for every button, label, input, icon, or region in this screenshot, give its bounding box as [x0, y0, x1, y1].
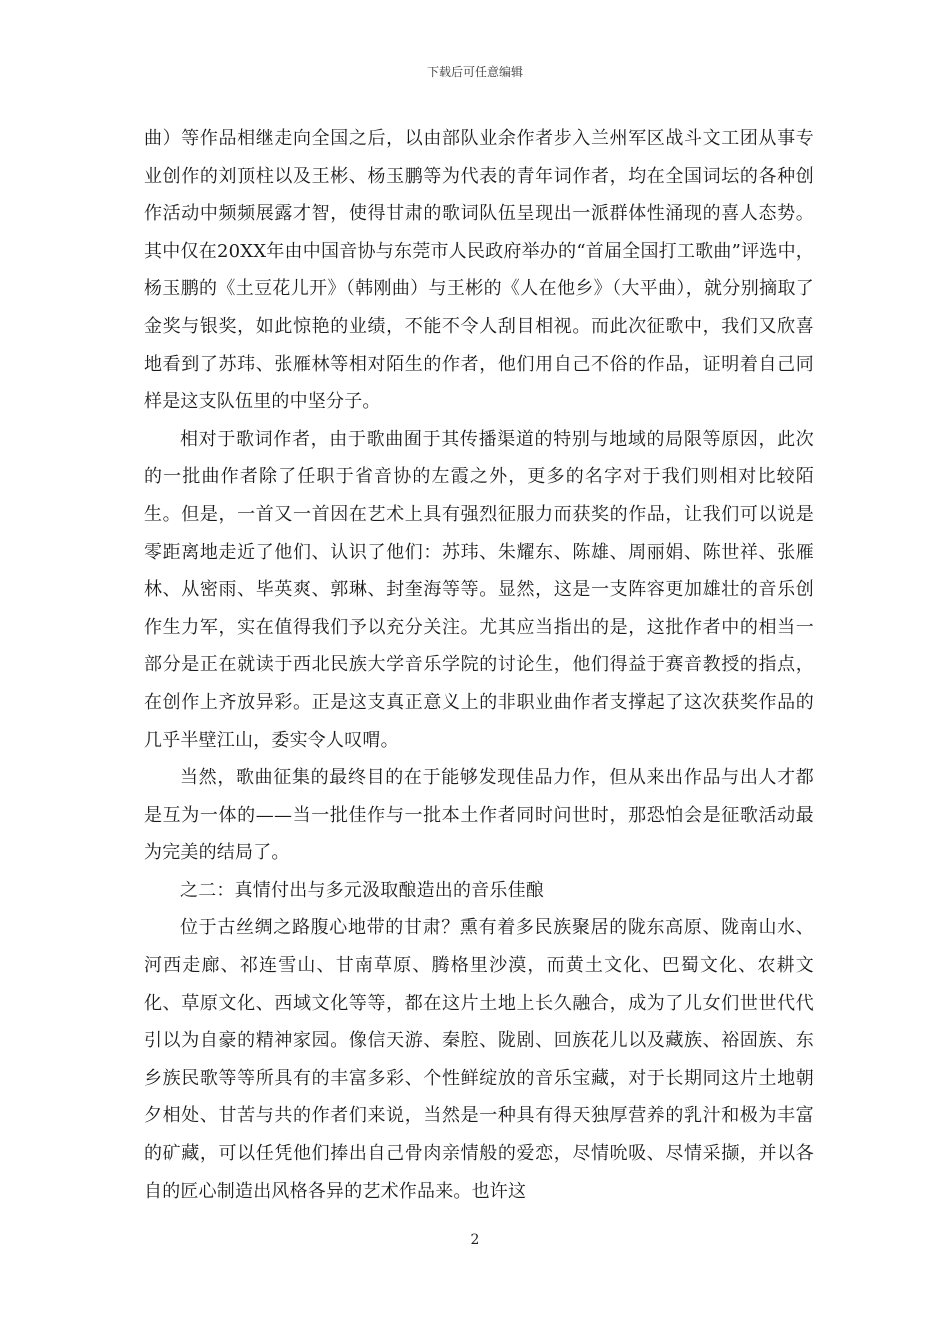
- document-body: [144, 120, 814, 1210]
- paragraph-4: 位于古丝绸之路腹心地带的甘肃？熏有着多民族聚居的陇东高原、陇南山水、河西走廊、祁连雪山、甘南草原、腾格里沙漠，而黄土文化、巴蜀文化、农耕文化、草原文化、西域文化等等，都在这片土地上长久融合，成为了儿女们世世代代引以为自豪的精神家园。像信天游、秦腔、陇剧、回族花儿以及藏族、裕固族、东乡族民歌等等所具有的丰富多彩、个性鲜绽放的音乐宝藏，对于长期同这片土地朝夕相处、甘苦与共的作者们来说，当然是一种具有得天独厚营养的乳汁和极为丰富的矿藏，可以任凭他们捧出自己骨肉亲情般的爱恋，尽情吮吸、尽情采撷，并以各自的匠心制造出风格各异的艺术作品来。也许这: [144, 917, 814, 1202]
- section-heading: 之二：真情付出与多元汲取酿造出的音乐佳酿: [180, 879, 544, 901]
- paragraph-2: 相对于歌词作者，由于歌曲囿于其传播渠道的特别与地域的局限等原因，此次的一批曲作者除了任职于省音协的左霞之外，更多的名字对于我们则相对比较陌生。但是，一首又一首因在艺术上具有强烈征服力而获奖的作品，让我们可以说是零距离地走近了他们、认识了他们：苏玮、朱耀东、陈雄、周丽娟、陈世祥、张雁林、从密雨、毕英爽、郭琳、封奎海等等。显然，这是一支阵容更加雄壮的音乐创作生力军，实在值得我们予以充分关注。尤其应当指出的是，这批作者中的相当一部分是正在就读于西北民族大学音乐学院的讨论生，他们得益于赛音教授的指点，在创作上齐放异彩。正是这支真正意义上的非职业曲作者支撑起了这次获奖作品的几乎半壁江山，委实令人叹喟。: [144, 428, 814, 751]
- page-number: 2: [470, 1232, 480, 1248]
- paragraph-3: 当然，歌曲征集的最终目的在于能够发现佳品力作，但从来出作品与出人才都是互为一体的——当一批佳作与一批本土作者同时问世时，那恐怕会是征歌活动最为完美的结局了。: [144, 767, 814, 864]
- page-header: 下载后可任意编辑: [426, 65, 523, 79]
- paragraph-1: 曲）等作品相继走向全国之后，以由部队业余作者步入兰州军区战斗文工团从事专业创作的刘顶柱以及王彬、杨玉鹏等为代表的青年词作者，均在全国词坛的各种创作活动中频频展露才智，使得甘肃的歌词队伍呈现出一派群体性涌现的喜人态势。其中仅在20XX年由中国音协与东莞市人民政府举办的“首届全国打工歌曲”评选中，杨玉鹏的《土豆花儿开》（韩刚曲）与王彬的《人在他乡》（大平曲），就分别摘取了金奖与银奖，如此惊艳的业绩，不能不令人刮目相视。而此次征歌中，我们又欣喜地看到了苏玮、张雁林等相对陌生的作者，他们用自己不俗的作品，证明着自己同样是这支队伍里的中坚分子。: [144, 128, 814, 413]
